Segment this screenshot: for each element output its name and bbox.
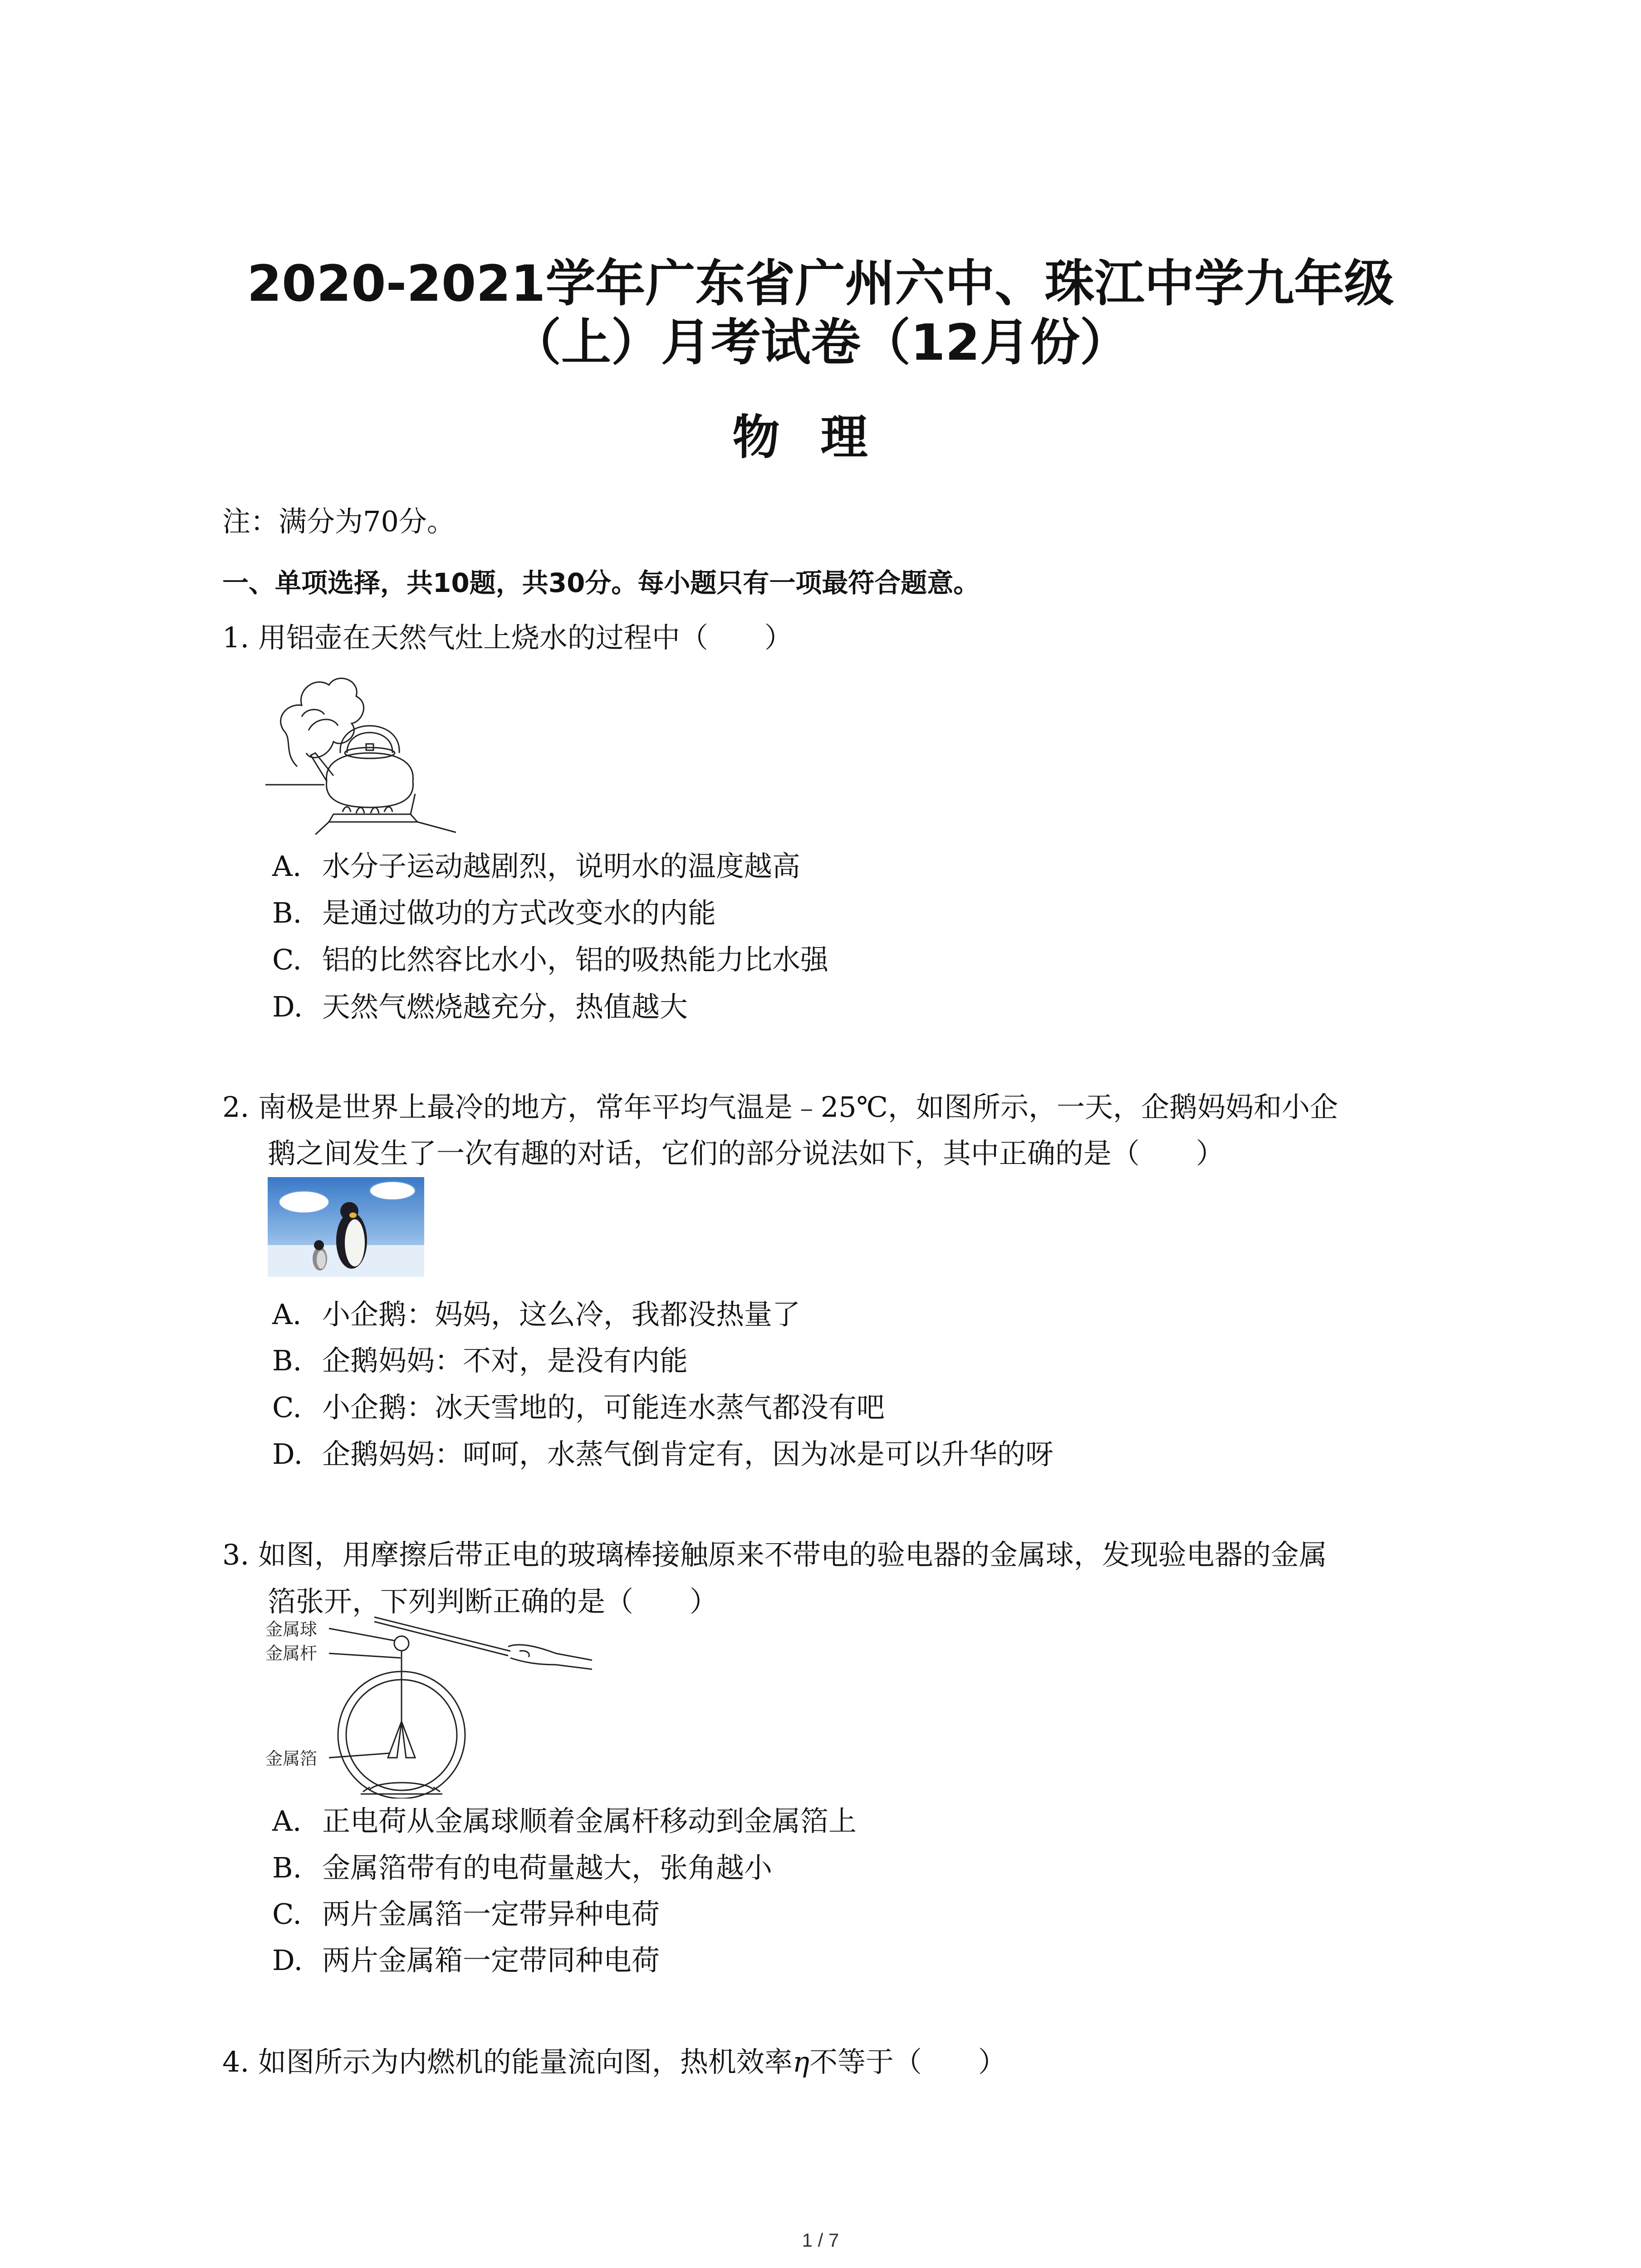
question-1-stem: 1. 用铝壶在天然气灶上烧水的过程中（ ） [222, 621, 793, 654]
question-1-option-a[interactable]: A. 水分子运动越剧烈，说明水的温度越高 [272, 850, 801, 883]
electroscope-figure [265, 1608, 592, 1799]
question-3-stem-line1: 3. 如图，用摩擦后带正电的玻璃棒接触原来不带电的验电器的金属球，发现验电器的金属 [222, 1538, 1327, 1571]
question-2-stem-line2: 鹅之间发生了一次有趣的对话，它们的部分说法如下，其中正确的是（ ） [268, 1137, 1225, 1170]
score-note: 注：满分为70分。 [222, 505, 455, 538]
question-1-option-b[interactable]: B. 是通过做功的方式改变水的内能 [272, 896, 716, 929]
exam-title-line2: （上）月考试卷（12月份） [511, 313, 1130, 371]
question-2-option-b[interactable]: B. 企鹅妈妈：不对，是没有内能 [272, 1344, 688, 1377]
question-2-option-d[interactable]: D. 企鹅妈妈：呵呵，水蒸气倒肯定有，因为冰是可以升华的呀 [272, 1437, 1054, 1471]
efficiency-symbol: η [792, 2045, 810, 2078]
exam-title-line1: 2020-2021学年广东省广州六中、珠江中学九年级 [247, 254, 1394, 313]
question-4-stem: 4. 如图所示为内燃机的能量流向图，热机效率η不等于（ ） [222, 2045, 1007, 2078]
penguins-dialogue-figure [268, 1177, 424, 1277]
kettle-on-stove-figure [265, 662, 465, 835]
subject-title: 物理 [732, 409, 909, 465]
page-number: 1 / 7 [802, 2229, 839, 2251]
question-1-option-d[interactable]: D. 天然气燃烧越充分，热值越大 [272, 990, 688, 1023]
section-heading: 一、单项选择，共10题，共30分。每小题只有一项最符合题意。 [222, 567, 980, 598]
question-3-option-a[interactable]: A. 正电荷从金属球顺着金属杆移动到金属箔上 [272, 1804, 857, 1838]
label-metal-ball: 金属球 [265, 1620, 318, 1639]
label-metal-rod: 金属杆 [265, 1644, 318, 1663]
question-3-option-b[interactable]: B. 金属箔带有的电荷量越大，张角越小 [272, 1851, 773, 1884]
question-1-option-c[interactable]: C. 铝的比然容比水小，铝的吸热能力比水强 [272, 943, 829, 976]
question-2-option-a[interactable]: A. 小企鹅：妈妈，这么冷，我都没热量了 [272, 1298, 801, 1331]
label-metal-foil: 金属箔 [265, 1750, 318, 1769]
question-2-option-c[interactable]: C. 小企鹅：冰天雪地的，可能连水蒸气都没有吧 [272, 1391, 885, 1424]
question-3-option-c[interactable]: C. 两片金属箔一定带异种电荷 [272, 1897, 660, 1931]
question-2-stem-line1: 2. 南极是世界上最冷的地方，常年平均气温是﹣25℃，如图所示，一天，企鹅妈妈和小企 [222, 1090, 1338, 1124]
question-3-stem-line2: 箔张开，下列判断正确的是（ ） [268, 1585, 718, 1618]
question-3-option-d[interactable]: D. 两片金属箱一定带同种电荷 [272, 1944, 660, 1977]
